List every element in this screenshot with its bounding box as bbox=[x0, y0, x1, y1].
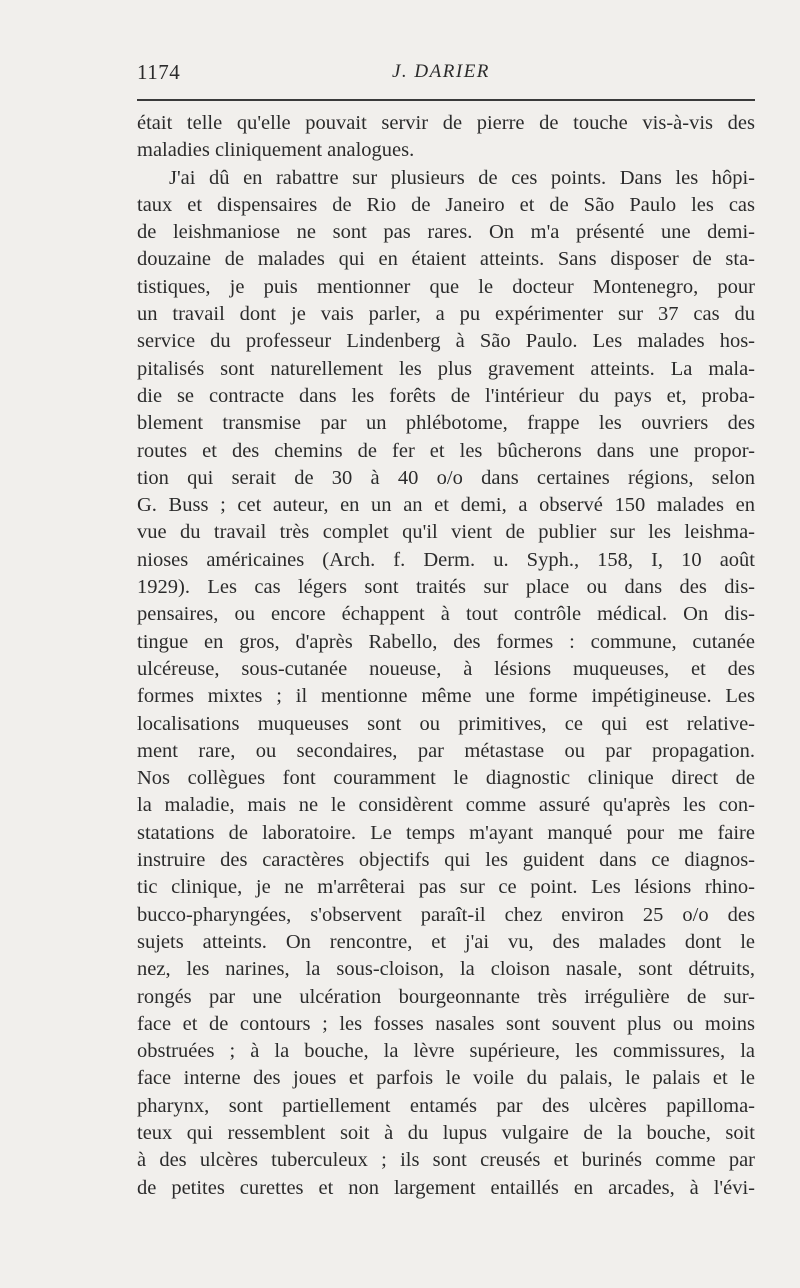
text-line: la maladie, mais ne le considèrent comme assuré qu'après les con- bbox=[137, 794, 755, 817]
text-line: routes et des chemins de fer et les bûcherons dans une propor- bbox=[137, 439, 755, 462]
text-line: statations de laboratoire. Le temps m'ayant manqué pour me faire bbox=[137, 821, 755, 844]
text-line: localisations muqueuses sont ou primitives, ce qui est relative- bbox=[137, 712, 755, 735]
text-line: Nos collègues font couramment le diagnostic clinique direct de bbox=[137, 767, 755, 790]
text-line: vue du travail très complet qu'il vient de publier sur les leishma- bbox=[137, 521, 755, 544]
text-line: blement transmise par un phlébotome, frappe les ouvriers des bbox=[137, 412, 755, 435]
text-line: die se contracte dans les forêts de l'intérieur du pays et, proba- bbox=[137, 384, 755, 407]
text-line: bucco-pharyngées, s'observent paraît-il chez environ 25 o/o des bbox=[137, 903, 755, 926]
text-line: à des ulcères tuberculeux ; ils sont creusés et burinés comme par bbox=[137, 1149, 755, 1172]
text-line: formes mixtes ; il mentionne même une forme impétigineuse. Les bbox=[137, 685, 755, 708]
text-line: maladies cliniquement analogues. bbox=[137, 139, 415, 162]
text-line: nez, les narines, la sous-cloison, la cloison nasale, sont détruits, bbox=[137, 958, 755, 981]
text-line: ment rare, ou secondaires, par métastase ou par propagation. bbox=[137, 739, 755, 762]
text-line: instruire des caractères objectifs qui les guident dans ce diagnos- bbox=[137, 849, 755, 872]
text-line: de leishmaniose ne sont pas rares. On m'a présenté une demi- bbox=[137, 221, 755, 244]
text-line: tistiques, je puis mentionner que le docteur Montenegro, pour bbox=[137, 275, 755, 298]
page-header bbox=[137, 60, 755, 90]
running-head: J. DARIER bbox=[392, 61, 490, 82]
text-line: un travail dont je vais parler, a pu expérimenter sur 37 cas du bbox=[137, 303, 755, 326]
text-line: de petites curettes et non largement entaillés en arcades, à l'évi- bbox=[137, 1176, 755, 1199]
text-line: G. Buss ; cet auteur, en un an et demi, a observé 150 malades en bbox=[137, 494, 755, 517]
text-line: tion qui serait de 30 à 40 o/o dans certaines régions, selon bbox=[137, 466, 755, 489]
text-line: douzaine de malades qui en étaient atteints. Sans disposer de sta- bbox=[137, 248, 755, 271]
text-line: 1929). Les cas légers sont traités sur place ou dans des dis- bbox=[137, 576, 755, 599]
text-line: pharynx, sont partiellement entamés par des ulcères papilloma- bbox=[137, 1094, 755, 1117]
text-line: tic clinique, je ne m'arrêterai pas sur ce point. Les lésions rhino- bbox=[137, 876, 755, 899]
page-number: 1174 bbox=[137, 60, 181, 84]
text-line: sujets atteints. On rencontre, et j'ai vu, des malades dont le bbox=[137, 930, 755, 953]
text-line: était telle qu'elle pouvait servir de pierre de touche vis-à-vis des bbox=[137, 112, 755, 134]
text-line: face et de contours ; les fosses nasales sont souvent plus ou moins bbox=[137, 1012, 755, 1035]
text-line: service du professeur Lindenberg à São Paulo. Les malades hos- bbox=[137, 330, 755, 353]
text-line: teux qui ressemblent soit à du lupus vulgaire de la bouche, soit bbox=[137, 1121, 755, 1144]
text-line: obstruées ; à la bouche, la lèvre supérieure, les commissures, la bbox=[137, 1040, 755, 1063]
text-line: nioses américaines (Arch. f. Derm. u. Syph., 158, I, 10 août bbox=[137, 548, 755, 571]
text-line: J'ai dû en rabattre sur plusieurs de ces points. Dans les hôpi- bbox=[169, 166, 755, 189]
text-line: ulcéreuse, sous-cutanée noueuse, à lésions muqueuses, et des bbox=[137, 657, 755, 680]
text-line: pensaires, ou encore échappent à tout contrôle médical. On dis- bbox=[137, 603, 755, 626]
text-line: taux et dispensaires de Rio de Janeiro et de São Paulo les cas bbox=[137, 193, 755, 216]
text-line: rongés par une ulcération bourgeonnante très irrégulière de sur- bbox=[137, 985, 755, 1008]
body-text bbox=[137, 110, 755, 1202]
text-line: face interne des joues et parfois le voile du palais, le palais et le bbox=[137, 1067, 755, 1090]
text-line: tingue en gros, d'après Rabello, des formes : commune, cutanée bbox=[137, 630, 755, 653]
header-rule bbox=[137, 99, 755, 101]
text-line: pitalisés sont naturellement les plus gravement atteints. La mala- bbox=[137, 357, 755, 380]
